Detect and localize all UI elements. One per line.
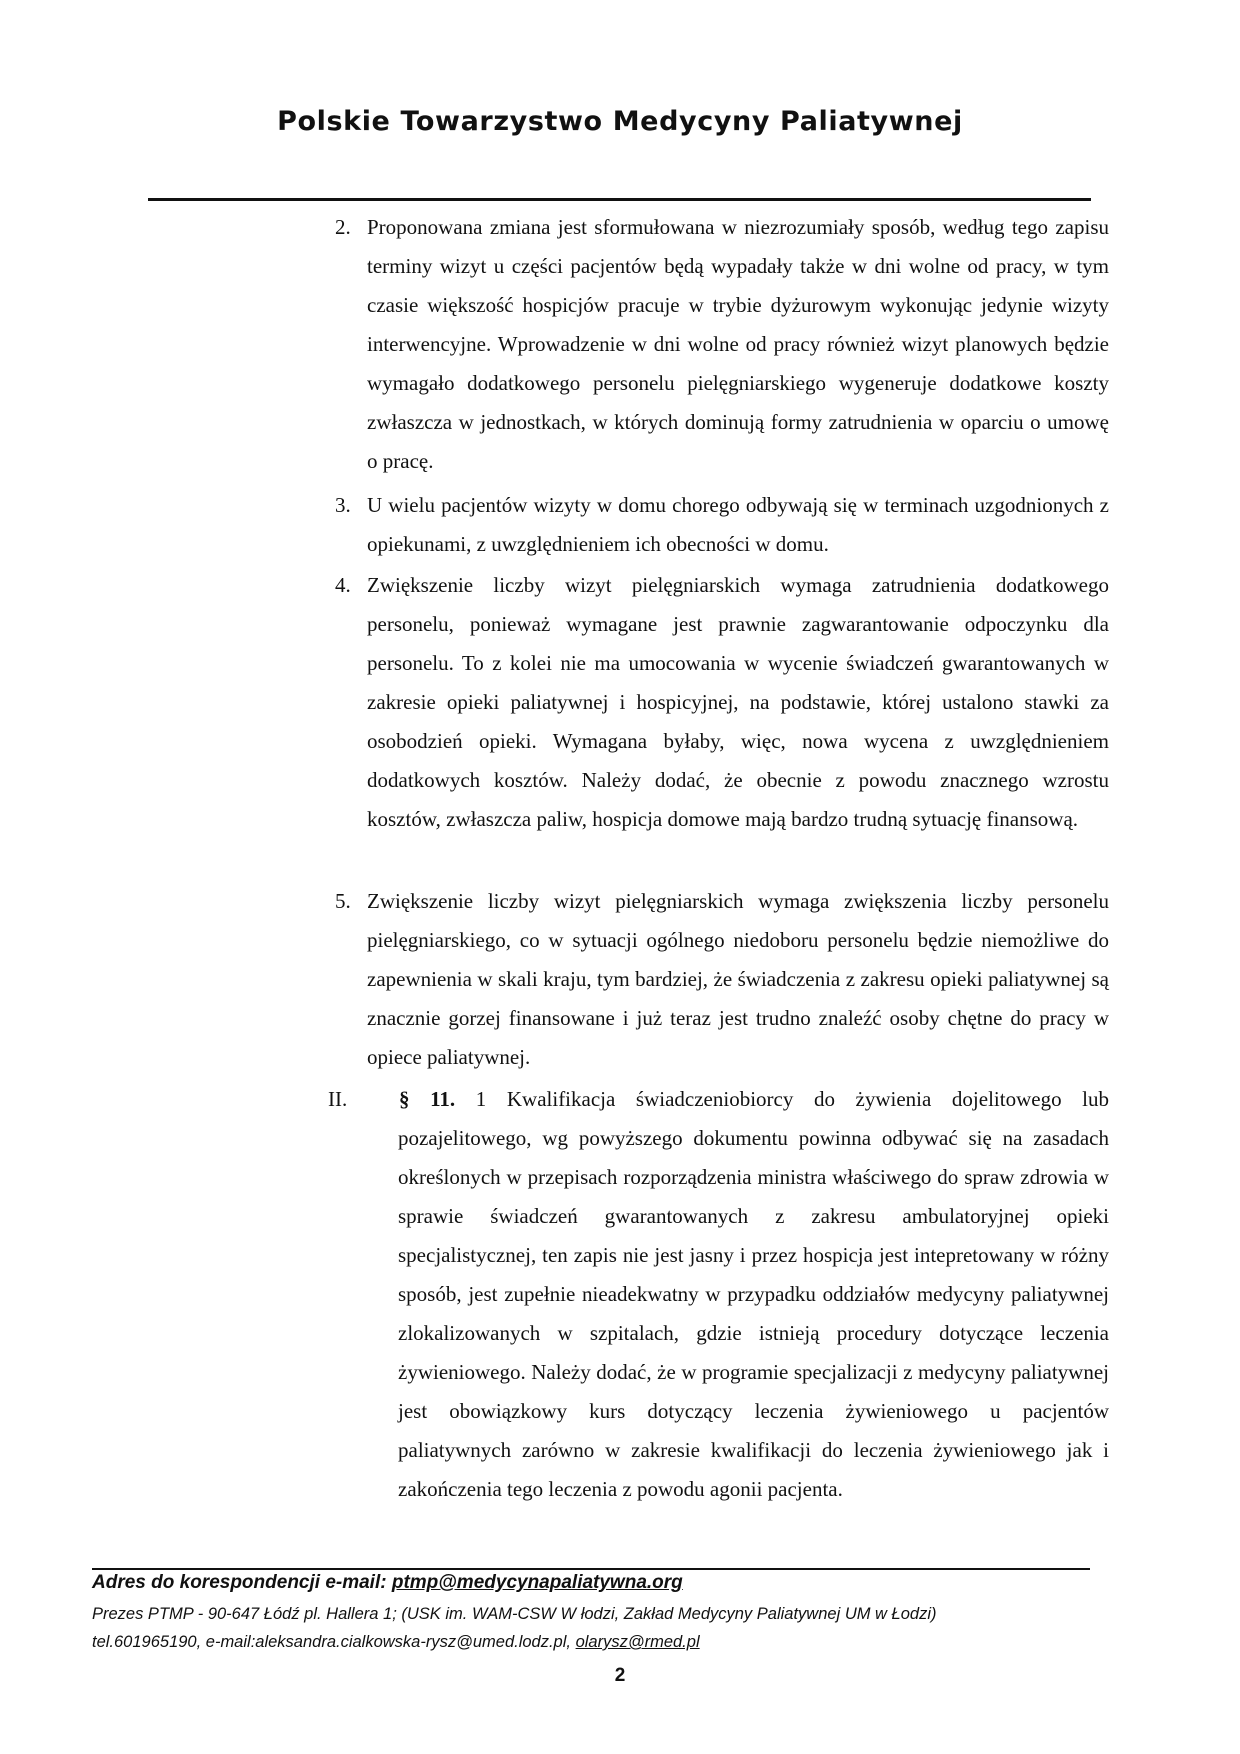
list-item-text: Zwiększenie liczby wizyt pielęgniarskich wymaga zwiększenia liczby personelu pielęgniarskiego, co w sytuacji ogólnego niedoboru personelu będzie niemożliwe do zapewnienia w skali kraju, tym bardziej, że świadczenia z zakresu opieki paliatywnej są znacznie gorzej finansowane i już teraz jest trudno znaleźć osoby chętne do pracy w opiece paliatywnej. <box>367 889 1109 1069</box>
footer-phone-email-link[interactable]: olarysz@rmed.pl <box>575 1633 700 1651</box>
footer-contact <box>92 1572 683 1594</box>
section-reference: § 11. <box>399 1087 456 1111</box>
footer-address: Prezes PTMP - 90-647 Łódź pl. Hallera 1; (USK im. WAM-CSW W łodzi, Zakład Medycyny Paliatywnej UM w Łodzi) <box>92 1605 937 1623</box>
footer-contact-email-link[interactable]: ptmp@medycynapaliatywna.org <box>391 1572 683 1593</box>
list-item-text: Proponowana zmiana jest sformułowana w niezrozumiały sposób, według tego zapisu terminy wizyt u części pacjentów będą wypadały także w dni wolne od pracy, w tym czasie większość hospicjów pracuje w trybie dyżurowym wykonując jedynie wizyty interwencyjne. Wprowadzenie w dni wolne od pracy również wizyt planowych będzie wymagało dodatkowego personelu pielęgniarskiego wygeneruje dodatkowe koszty zwłaszcza w jednostkach, w których dominują formy zatrudnienia w oparciu o umowę o pracę. <box>367 215 1109 473</box>
footer-phone <box>92 1633 700 1652</box>
footer-phone-text: tel.601965190, e-mail:aleksandra.cialkowska-rysz@umed.lodz.pl, <box>92 1633 576 1651</box>
page-number: 2 <box>614 1665 626 1686</box>
page-header-title: Polskie Towarzystwo Medycyny Paliatywnej <box>277 106 963 137</box>
section-body: 1 Kwalifikacja świadczeniobiorcy do żywienia dojelitowego lub pozajelitowego, wg powyższego dokumentu powinna odbywać się na zasadach określonych w przepisach rozporządzenia ministra właściwego do spraw zdrowia w sprawie świadczeń gwarantowanych z zakresu ambulatoryjnej opieki specjalistycznej, ten zapis nie jest jasny i przez hospicja jest intepretowany w różny sposób, jest zupełnie nieadekwatny w przypadku oddziałów medycyny paliatywnej zlokalizowanych w szpitalach, gdzie istnieją procedury dotyczące leczenia żywieniowego. Należy dodać, że w programie specjalizacji z medycyny paliatywnej jest obowiązkowy kurs dotyczący leczenia żywieniowego u pacjentów paliatywnych zarówno w zakresie kwalifikacji do leczenia żywieniowego jak i zakończenia tego leczenia z powodu agonii pacjenta. <box>398 1087 1109 1501</box>
footer-rule <box>92 1568 1090 1570</box>
list-item-number: 5. <box>335 889 351 913</box>
footer-contact-label: Adres do korespondencji e-mail: <box>92 1572 392 1593</box>
list-item-text: U wielu pacjentów wizyty w domu chorego odbywają się w terminach uzgodnionych z opiekunami, z uwzględnieniem ich obecności w domu. <box>367 493 1109 556</box>
section-text <box>398 1080 1109 1550</box>
header-rule <box>148 198 1091 201</box>
list-item-number: 3. <box>335 493 351 517</box>
list-item-number: 2. <box>335 215 351 239</box>
list-item-number: 4. <box>335 573 351 597</box>
section-number: II. <box>328 1087 348 1111</box>
list-item-text: Zwiększenie liczby wizyt pielęgniarskich wymaga zatrudnienia dodatkowego personelu, ponieważ wymagane jest prawnie zagwarantowanie odpoczynku dla personelu. To z kolei nie ma umocowania w wycenie świadczeń gwarantowanych w zakresie opieki paliatywnej i hospicyjnej, na podstawie, której ustalono stawki za osobodzień opieki. Wymagana byłaby, więc, nowa wycena z uwzględnieniem dodatkowych kosztów. Należy dodać, że obecnie z powodu znacznego wzrostu kosztów, zwłaszcza paliw, hospicja domowe mają bardzo trudną sytuację finansową. <box>367 573 1109 831</box>
